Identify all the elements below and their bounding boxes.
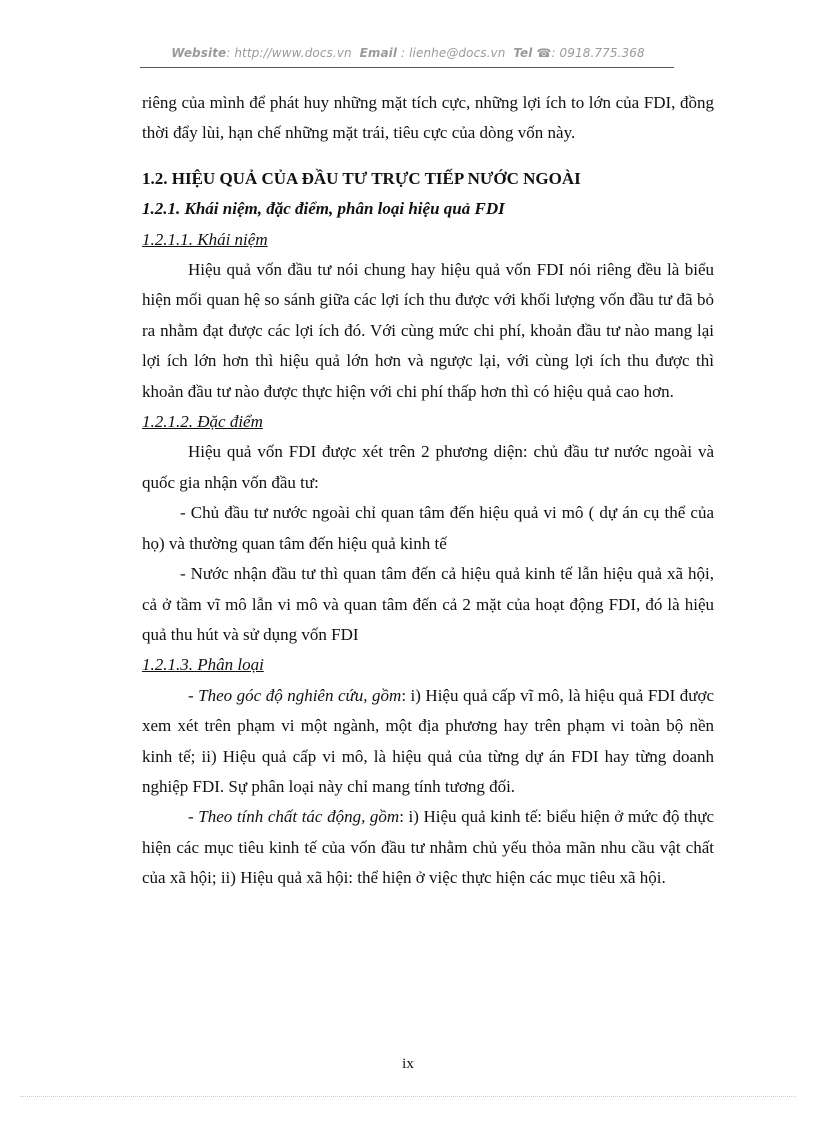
classification-2-lead: - Theo tính chất tác động, gồm xyxy=(188,807,400,827)
page-header xyxy=(0,46,816,60)
page-bottom-rule xyxy=(20,1096,796,1097)
paragraph-classification-2 xyxy=(142,802,714,893)
website-value: : http://www.docs.vn xyxy=(226,46,352,60)
tel-value: : 0918.775.368 xyxy=(551,46,645,60)
header-rule xyxy=(140,67,674,68)
heading-concept: 1.2.1.1. Khái niệm xyxy=(142,229,268,249)
page-number: ix xyxy=(402,1056,414,1072)
email-label: Email xyxy=(359,46,398,60)
heading-classification: 1.2.1.3. Phân loại xyxy=(142,655,264,675)
subsection-title: 1.2.1. Khái niệm, đặc điểm, phân loại hiệu quả FDI xyxy=(142,199,505,219)
paragraph-features-dash-2: - Nước nhận đầu tư thì quan tâm đến cả hiệu quả kinh tế lẫn hiệu quả xã hội, cả ở tầm vĩ mô lẫn vi mô và quan tâm đến cả 2 mặt của hoạt động FDI, đó là hiệu quả thu hút và sử dụng vốn FDI xyxy=(142,564,714,644)
section-title: 1.2. HIỆU QUẢ CỦA ĐẦU TƯ TRỰC TIẾP NƯỚC NGOÀI xyxy=(142,168,581,188)
document-body xyxy=(142,88,714,894)
classification-1-rest: : i) Hiệu quả cấp vĩ mô, là hiệu quả FDI được xem xét trên phạm vi một ngành, một địa phương hay trên phạm vi toàn bộ nền kinh tế; ii) Hiệu quả cấp vi mô, là hiệu quả của từng dự án FDI hay từng doanh nghiệp FDI. Sự phân loại này chỉ mang tính tương đối. xyxy=(142,685,714,796)
classification-1-lead: - Theo góc độ nghiên cứu, gồm xyxy=(188,685,402,705)
classification-2-rest: : i) Hiệu quả kinh tế: biểu hiện ở mức độ thực hiện các mục tiêu kinh tế của vốn đầu tư nhằm chủ yếu thỏa mãn nhu cầu vật chất của xã hội; ii) Hiệu quả xã hội: thể hiện ở việc thực hiện các mục tiêu xã hội. xyxy=(142,807,715,888)
tel-label: Tel xyxy=(513,46,533,60)
email-value: : lienhe@docs.vn xyxy=(401,46,506,60)
phone-icon: ☎ xyxy=(536,46,552,60)
intro-paragraph: riêng của mình để phát huy những mặt tích cực, những lợi ích to lớn của FDI, đồng thời đẩy lùi, hạn chế những mặt trái, tiêu cực của dòng vốn này. xyxy=(142,93,714,143)
paragraph-features: Hiệu quả vốn FDI được xét trên 2 phương diện: chủ đầu tư nước ngoài và quốc gia nhận vốn đầu tư: xyxy=(142,442,714,492)
paragraph-concept: Hiệu quả vốn đầu tư nói chung hay hiệu quả vốn FDI nói riêng đều là biểu hiện mối quan hệ so sánh giữa các lợi ích thu được với khối lượng vốn đầu tư đã bỏ ra nhằm đạt được các lợi ích đó. Với cùng mức chi phí, khoản đầu tư nào mang lại lợi ích lớn hơn thì hiệu quả lớn hơn và ngược lại, với cùng lợi ích thu được thì khoản đầu tư nào được thực hiện với chi phí thấp hơn thì có hiệu quả cao hơn. xyxy=(142,260,714,401)
paragraph-classification-1 xyxy=(142,681,714,803)
paragraph-features-dash-1: - Chủ đầu tư nước ngoài chỉ quan tâm đến hiệu quả vi mô ( dự án cụ thể của họ) và thường quan tâm đến hiệu quả kinh tế xyxy=(142,503,714,553)
heading-features: 1.2.1.2. Đặc điểm xyxy=(142,412,263,432)
website-label: Website xyxy=(171,46,227,60)
